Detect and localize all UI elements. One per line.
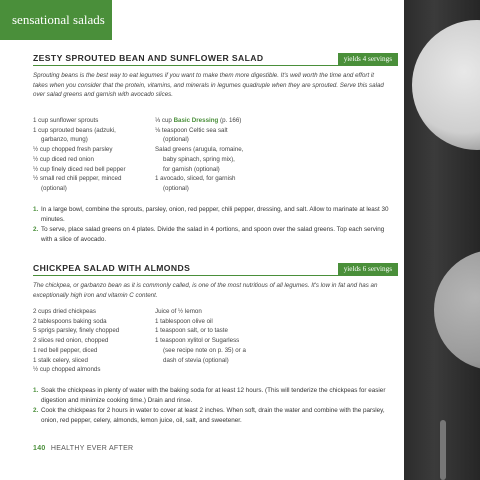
step <box>33 386 395 405</box>
ingredient: (optional) <box>41 184 67 192</box>
yields-badge: yields 6 servings <box>338 263 398 276</box>
step-number: 1. <box>33 387 39 394</box>
ingredient: for garnish (optional) <box>163 165 220 173</box>
ingredient: (optional) <box>163 184 189 192</box>
ingredients-right <box>155 116 243 194</box>
recipe-steps <box>33 386 395 426</box>
recipe-intro: The chickpea, or garbanzo bean as it is commonly called, is one of the most nutritious of all legumes. It's low in fat and has an exceptionally high iron and vitamin C content. <box>33 282 378 299</box>
ingredient <box>155 116 243 126</box>
recipe-title: CHICKPEA SALAD WITH ALMONDS <box>33 263 191 273</box>
ingredient: 1 red bell pepper, diced <box>33 346 98 354</box>
ingredient: 2 slices red onion, chopped <box>33 337 109 345</box>
spoon-image <box>440 420 446 480</box>
ingredient: 1 avocado, sliced, for garnish <box>155 175 236 183</box>
step-text: Cook the chickpeas for 2 hours in water to cover at least 2 inches. When soft, drain the water and combine with the parsley, onion, red pepper, celery, almonds, lemon juice, oil, salt, and sweetener. <box>41 407 385 424</box>
ingredient: (optional) <box>163 136 189 144</box>
ingredient: dash of stevia (optional) <box>163 356 229 364</box>
page-footer <box>33 445 133 452</box>
ingredient: ½ small red chili pepper, minced <box>33 175 122 183</box>
ingredient: 2 tablespoons baking soda <box>33 317 107 325</box>
ingredient: ⅛ teaspoon Celtic sea salt <box>155 126 228 134</box>
ingredient-prefix: ⅓ cup <box>155 117 174 124</box>
ingredient-suffix: (p. 166) <box>218 117 242 124</box>
ingredient: 1 cup sprouted beans (adzuki, <box>33 126 116 134</box>
ingredient: Juice of ½ lemon <box>155 308 202 315</box>
ingredient: 1 stalk celery, sliced <box>33 356 88 364</box>
section-title: sensational salads <box>12 12 105 27</box>
food-photo <box>404 0 480 480</box>
step <box>33 225 395 244</box>
ingredients-left <box>33 116 126 194</box>
recipe-header <box>33 50 398 66</box>
ingredient: (see recipe note on p. 35) or a <box>163 346 246 354</box>
recipe-header <box>33 260 398 276</box>
step-number: 2. <box>33 226 39 234</box>
ingredient: 1 teaspoon salt, or to taste <box>155 327 228 335</box>
ingredients-left <box>33 307 119 375</box>
bowl-image <box>434 250 480 370</box>
step-text: In a large bowl, combine the sprouts, parsley, onion, red pepper, chili pepper, dressing, and salt. Allow to marinate at least 30 minutes. <box>41 206 389 223</box>
book-title: HEALTHY EVER AFTER <box>50 445 134 452</box>
page-number: 140 <box>33 445 46 452</box>
ingredient: 1 tablespoon olive oil <box>155 317 213 325</box>
ingredients-right <box>155 307 246 365</box>
step <box>33 205 395 224</box>
section-tab <box>0 0 112 40</box>
step-number: 2. <box>33 407 39 415</box>
step <box>33 406 395 425</box>
step-text: Soak the chickpeas in plenty of water with the baking soda for at least 12 hours. (This will tenderize the chickpeas for easier digestion and minimize cooking time.) Drain and rinse. <box>41 387 386 404</box>
ingredient: ½ cup chopped fresh parsley <box>33 146 113 154</box>
recipe-intro: Sprouting beans is the best way to eat legumes if you want to make them more digestible. It's well worth the time and effort it takes when you consider that the protein, vitamins, and minerals in legumes quadruple when they are sprouted. Serve this salad over salad greens and garnish with avocado slices. <box>33 72 384 99</box>
ingredient: ½ cup diced red onion <box>33 155 94 163</box>
ingredient: ½ cup finely diced red bell pepper <box>33 165 126 173</box>
step-text: To serve, place salad greens on 4 plates. Divide the salad in 4 portions, and spoon over the salad greens. Top each serving with a slice of avocado. <box>41 226 385 243</box>
plate-image <box>412 20 480 150</box>
ingredient: 1 cup sunflower sprouts <box>33 117 99 124</box>
recipe-steps <box>33 205 395 245</box>
ingredient: Salad greens (arugula, romaine, <box>155 146 244 154</box>
ingredient: ½ cup chopped almonds <box>33 366 101 374</box>
ingredient: garbanzo, mung) <box>41 136 88 144</box>
recipe-title: ZESTY SPROUTED BEAN AND SUNFLOWER SALAD <box>33 53 264 63</box>
ingredient: baby spinach, spring mix), <box>163 155 235 163</box>
step-number: 1. <box>33 206 39 213</box>
ingredient: 5 sprigs parsley, finely chopped <box>33 327 120 335</box>
ingredient: 2 cups dried chickpeas <box>33 308 96 315</box>
recipe-link[interactable]: Basic Dressing <box>173 117 219 124</box>
yields-badge: yields 4 servings <box>338 53 398 66</box>
ingredient: 1 teaspoon xylitol or Sugarless <box>155 337 240 345</box>
